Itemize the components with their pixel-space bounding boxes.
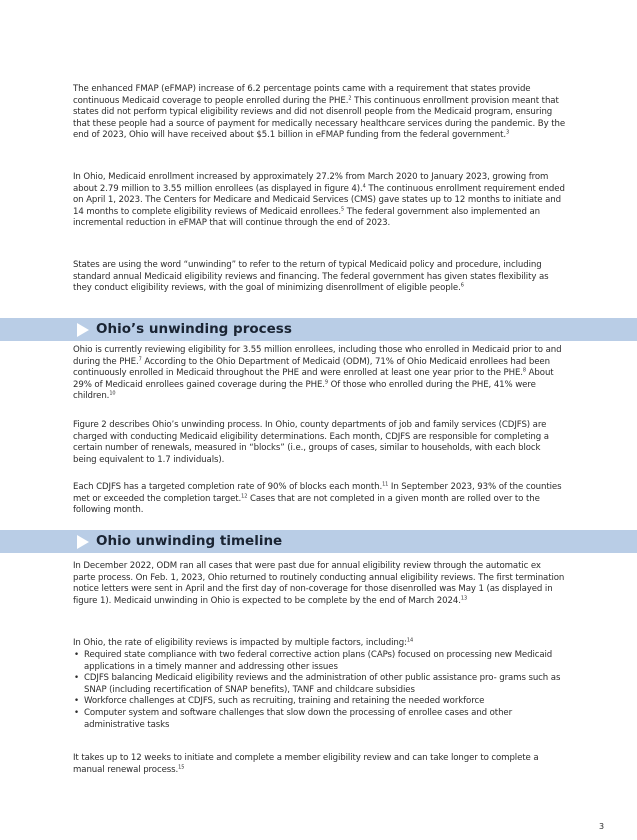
paragraph-factors-intro: In Ohio, the rate of eligibility reviews is impacted by multiple factors, including:$^{14}$	[73, 637, 414, 648]
footnote-ref: 5	[340, 206, 345, 213]
page-number: 3	[599, 822, 605, 831]
paragraph-enrollment-growth: In Ohio, Medicaid enrollment increased by approximately 27.2% from March 2020 to January 2023, growing from about 2.79 million to 3.55 million enrollees (as displayed in figure 4).$^4$ The continuous enrollment requirement ended on April 1, 2023. The Centers for Medicare and Medicaid Services (CMS) gave states up to 12 months to initiate and 14 months to complete eligibility reviews of Medicaid enrollees.$^5$ The federal government also implemented an incremental reduction in eFMAP that will continue through the end of 2023.	[73, 172, 565, 229]
paragraph-efmap: The enhanced FMAP (eFMAP) increase of 6.2 percentage points came with a requirement that states provide continuous Medicaid coverage to people enrolled during the PHE.$^2$ This continuous enrollment provision meant that states did not perform typical eligibility reviews and did not disenroll people from the Medicaid program, ensuring that these people had a source of payment for medically necessary healthcare services during the pandemic. By the end of 2023, Ohio will have received about $5.1 billion in eFMAP funding from the federal government.$^3$	[73, 84, 566, 141]
footnote-ref: 6	[460, 282, 464, 289]
triangle-right-icon	[77, 535, 89, 549]
section-heading: Ohio unwinding timeline	[96, 533, 283, 549]
bullet-icon: •	[74, 707, 79, 718]
footnote-ref: 9	[324, 379, 329, 386]
paragraph-timeline: In December 2022, ODM ran all cases that were past due for annual eligibility review through the automatic ex parte process. On Feb. 1, 2023, Ohio returned to routinely conducting annual eligibility reviews. The first termination notice letters were sent in April and the first day of non-coverage for those disenrolled was May 1 (as displayed in figure 1). Medicaid unwinding in Ohio is expected to be complete by the end of March 2024.13	[73, 561, 565, 606]
footnote-ref: 15	[178, 764, 185, 771]
list-item: • CDJFS balancing Medicaid eligibility reviews and the administration of other public assistance pro- grams such as SNAP (including recertification of SNAP benefits), TANF and childcare subsidies	[74, 673, 561, 695]
bullet-icon: •	[74, 673, 79, 684]
paragraph-cdjfs-blocks: Figure 2 describes Ohio’s unwinding process. In Ohio, county departments of job and family services (CDJFS) are charged with conducting Medicaid eligibility determinations. Each month, CDJFS are responsible for completing a certain number of renewals, measured in “blocks” (i.e., groups of cases, similar to households, with each block being equivalent to 1.7 individuals).	[73, 420, 549, 465]
triangle-right-icon	[77, 323, 89, 337]
paragraph-reviewing-eligibility: Ohio is currently reviewing eligibility for 3.55 million enrollees, including those who enrolled in Medicaid prior to and during the PHE.$^7$ According to the Ohio Department of Medicaid (ODM), 71% of Ohio Medicaid enrollees had been continuously enrolled in Medicaid throughout the PHE and were enrolled at least one year prior to the PHE.$^8$ About 29% of Medicaid enrollees gained coverage during the PHE.$^9$ Of those who enrolled during the PHE, 41% were children.$^{10}$	[73, 345, 562, 402]
footnote-ref: 2	[348, 95, 352, 102]
footnote-ref: 13	[460, 595, 468, 602]
footnote-ref: 8	[522, 367, 527, 374]
factors-list	[73, 650, 565, 731]
bullet-icon: •	[74, 696, 79, 707]
footnote-ref: 11	[382, 481, 389, 488]
footnote-ref: 12	[241, 493, 248, 500]
paragraph-review-duration: It takes up to 12 weeks to initiate and complete a member eligibility review and can take longer to complete a manual renewal process.$^{15}$	[73, 753, 539, 775]
footnote-ref: 7	[138, 356, 142, 363]
list-item: • Workforce challenges at CDJFS, such as recruiting, training and retaining the needed workforce	[74, 696, 485, 707]
list-item: • Computer system and software challenges that slow down the processing of enrollee cases and other administrative tasks	[74, 707, 513, 730]
paragraph-unwinding-definition: States are using the word “unwinding” to refer to the return of typical Medicaid policy and procedure, including standard annual Medicaid eligibility reviews and financing. The federal government has given states flexibility as they conduct eligibility reviews, with the goal of minimizing disenrollment of eligible people.$^6$	[73, 260, 549, 294]
footnote-ref: 4	[362, 183, 366, 190]
footnote-ref: 14	[406, 637, 414, 644]
footnote-ref: 3	[505, 129, 510, 136]
section-heading: Ohio’s unwinding process	[96, 321, 292, 337]
section-heading-band	[0, 530, 637, 553]
section-heading-band	[0, 318, 637, 341]
paragraph-completion-rate: Each CDJFS has a targeted completion rate of 90% of blocks each month.$^{11}$ In September 2023, 93% of the counties met or exceeded the completion target.$^{12}$ Cases that are not completed in a given month are rolled over to the following month.	[73, 481, 562, 516]
list-item: • Required state compliance with two federal corrective action plans (CAPs) focused on processing new Medicaid applications in a timely manner and addressing other issues	[74, 650, 553, 672]
bullet-icon: •	[74, 650, 79, 660]
footnote-ref: 10	[109, 390, 116, 397]
